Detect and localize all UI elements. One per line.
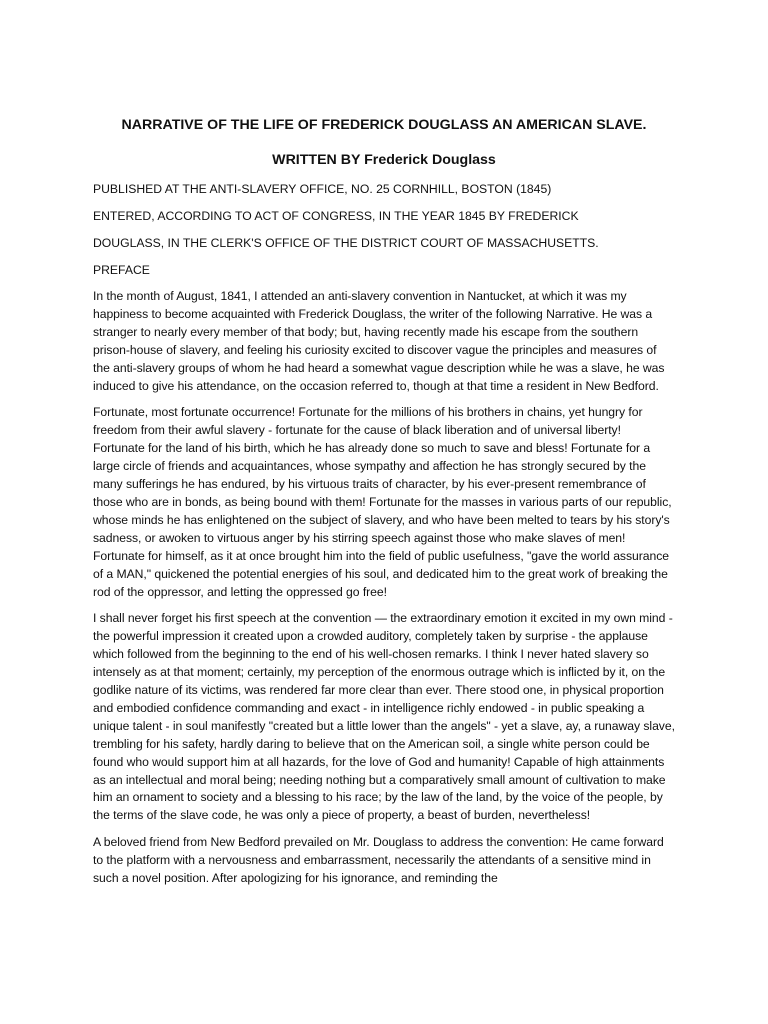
- paragraph-1: In the month of August, 1841, I attended an anti-slavery convention in Nantucket, at which it was my happiness to become acquainted with Frederick Douglass, the writer of the following Narrative. He was a stranger to nearly every member of that body; but, having recently made his escape from the southern prison-house of slavery, and feeling his curiosity excited to discover vague the principles and measures of the anti-slavery groups of whom he had heard a somewhat vague description while he was a slave, he was induced to give his attendance, on the occasion referred to, though at that time a resident in New Bedford.: [93, 289, 665, 393]
- paragraph-4: A beloved friend from New Bedford prevailed on Mr. Douglass to address the convention: He came forward to the platform with a nervousness and embarrassment, necessarily the attendants of a sensitive mind in such a novel position. After apologizing for his ignorance, and reminding the: [93, 835, 664, 886]
- copyright-line-1: ENTERED, ACCORDING TO ACT OF CONGRESS, IN THE YEAR 1845 BY FREDERICK: [93, 209, 579, 223]
- paragraph-3: I shall never forget his first speech at the convention — the extraordinary emotion it excited in my own mind - the powerful impression it created upon a crowded auditory, completely taken by surprise - the applause which followed from the beginning to the end of his well-chosen remarks. I think I never hated slavery so intensely as at that moment; certainly, my perception of the enormous outrage which is inflicted by it, on the godlike nature of its victims, was rendered far more clear than ever. There stood one, in physical proportion and embodied confidence commanding and exact - in intelligence richly endowed - in public speaking a unique talent - in soul manifestly "created but a little lower than the angels" - yet a slave, ay, a runaway slave, trembling for his safety, hardly daring to believe that on the American soil, a single white person could be found who would support him at all hazards, for the love of God and humanity! Capable of high attainments as an intellectual and moral being; needing nothing but a comparatively small amount of cultivation to make him an ornament to society and a blessing to his race; by the law of the land, by the voice of the people, by the terms of the slave code, he was only a piece of property, a beast of burden, nevertheless!: [93, 611, 675, 823]
- preface-heading: PREFACE: [93, 263, 150, 277]
- document-subtitle: WRITTEN BY Frederick Douglass: [272, 152, 496, 168]
- document-page: [93, 114, 675, 897]
- publication-line: PUBLISHED AT THE ANTI-SLAVERY OFFICE, NO. 25 CORNHILL, BOSTON (1845): [93, 182, 552, 196]
- document-title: NARRATIVE OF THE LIFE OF FREDERICK DOUGLASS AN AMERICAN SLAVE.: [121, 117, 647, 133]
- copyright-line-2: DOUGLASS, IN THE CLERK'S OFFICE OF THE DISTRICT COURT OF MASSACHUSETTS.: [93, 236, 599, 250]
- paragraph-2: Fortunate, most fortunate occurrence! Fortunate for the millions of his brothers in chains, yet hungry for freedom from their awful slavery - fortunate for the cause of black liberation and of universal liberty! Fortunate for the land of his birth, which he has already done so much to save and bless! Fortunate for a large circle of friends and acquaintances, whose sympathy and affection he has strongly secured by the many sufferings he has endured, by his virtuous traits of character, by his ever-present remembrance of those who are in bonds, as being bound with them! Fortunate for the masses in various parts of our republic, whose minds he has enlightened on the subject of slavery, and who have been melted to tears by his story's sadness, or awoken to virtuous anger by his stirring speech against those who make slaves of men! Fortunate for himself, as it at once brought him into the field of public usefulness, "gave the world assurance of a MAN," quickened the potential energies of his soul, and dedicated him to the great work of breaking the rod of the oppressor, and letting the oppressed go free!: [93, 405, 672, 599]
